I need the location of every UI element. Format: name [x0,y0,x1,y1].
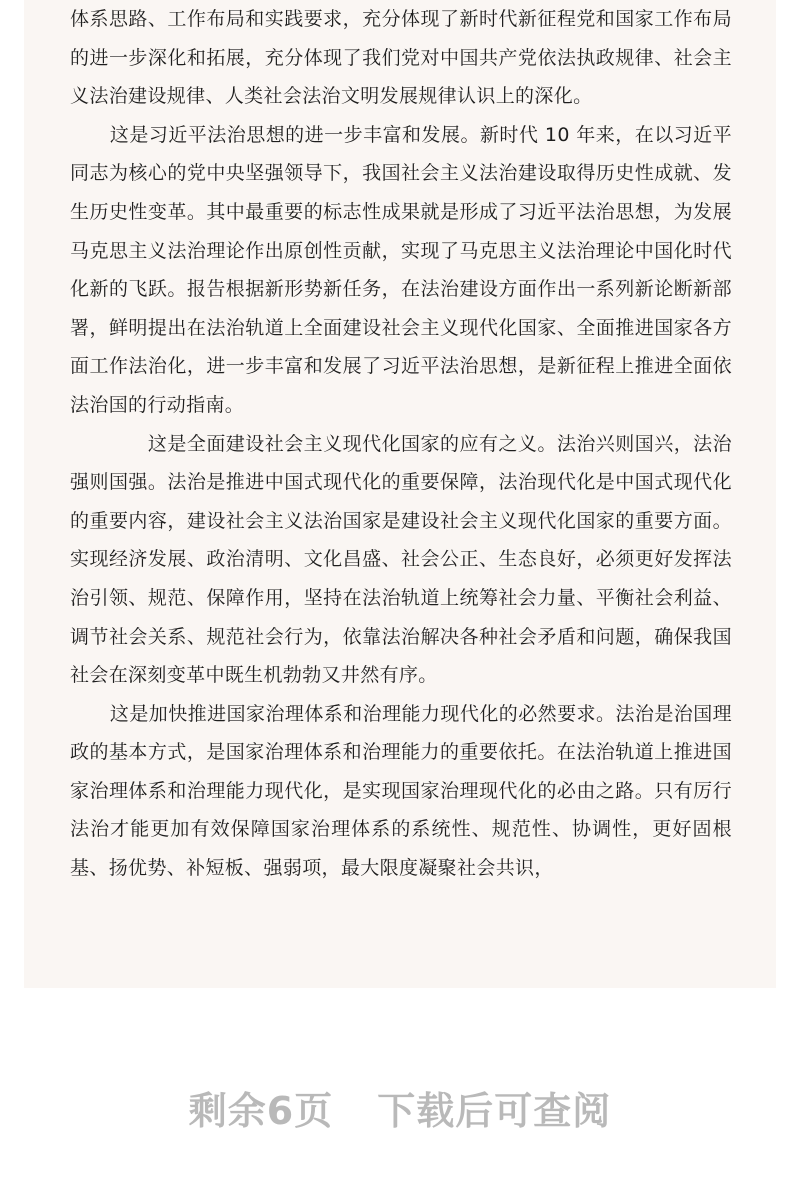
paragraph-3: 这是全面建设社会主义现代化国家的应有之义。法治兴则国兴，法治强则国强。法治是推进中国式现代化的重要保障，法治现代化是中国式现代化的重要内容，建设社会主义法治国家是建设社会主义现代化国家的重要方面。实现经济发展、政治清明、文化昌盛、社会公正、生态良好，必须更好发挥法治引领、规范、保障作用，坚持在法治轨道上统筹社会力量、平衡社会利益、调节社会关系、规范社会行为，依靠法治解决各种社会矛盾和问题，确保我国社会在深刻变革中既生机勃勃又井然有序。 [70,432,732,687]
download-hint-label: 下载后可查阅 [377,1089,612,1133]
remaining-pages-notice[interactable] [0,1080,800,1135]
paragraph-1: 体系思路、工作布局和实践要求，充分体现了新时代新征程党和国家工作布局的进一步深化和拓展，充分体现了我们党对中国共产党依法执政规律、社会主义法治建设规律、人类社会法治文明发展规律认识上的深化。 [70,8,732,108]
paragraph-2: 这是习近平法治思想的进一步丰富和发展。新时代 10 年来，在以习近平同志为核心的党中央坚强领导下，我国社会主义法治建设取得历史性成就、发生历史性变革。其中最重要的标志性成果就是形成了习近平法治思想，为发展马克思主义法治理论作出原创性贡献，实现了马克思主义法治理论中国化时代化新的飞跃。报告根据新形势新任务，在法治建设方面作出一系列新论断新部署，鲜明提出在法治轨道上全面建设社会主义现代化国家、全面推进国家各方面工作法治化，进一步丰富和发展了习近平法治思想，是新征程上推进全面依法治国的行动指南。 [70,123,732,416]
paragraph-4: 这是加快推进国家治理体系和治理能力现代化的必然要求。法治是治国理政的基本方式，是国家治理体系和治理能力的重要依托。在法治轨道上推进国家治理体系和治理能力现代化，是实现国家治理现代化的必由之路。只有厉行法治才能更加有效保障国家治理体系的系统性、规范性、协调性，更好固根基、扬优势、补短板、强弱项，最大限度凝聚社会共识， [70,702,732,880]
document-body [70,0,732,888]
remaining-pages-label: 剩余6页 [188,1089,334,1133]
